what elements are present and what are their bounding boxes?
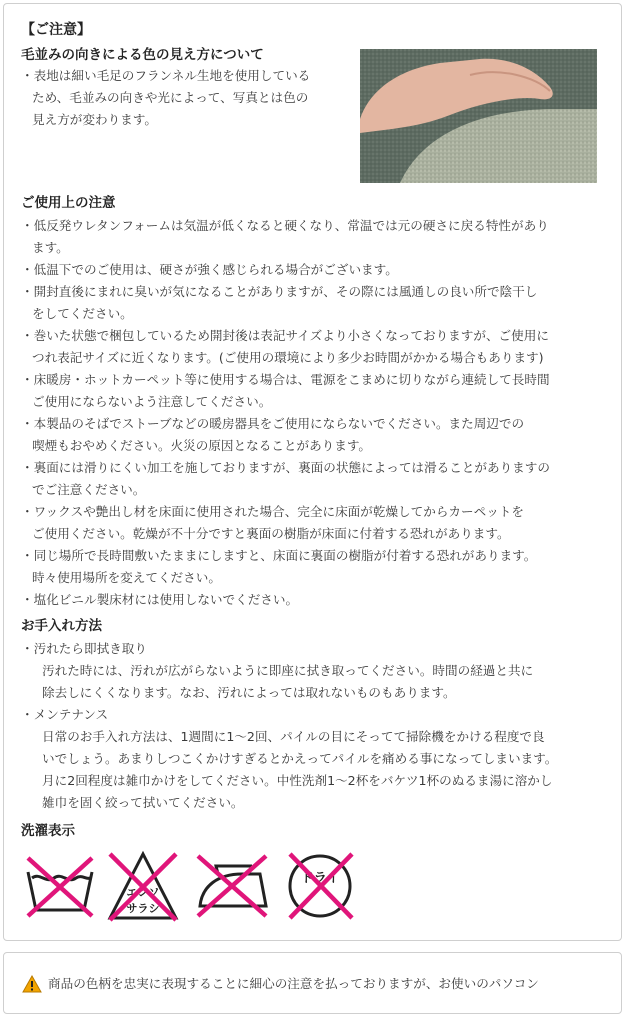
dry-label: ドライ [300, 871, 340, 886]
care-text-line: 月に2回程度は雑巾かけをしてください。中性洗剤1〜2杯をバケツ1杯のぬるま湯に溶かし [42, 773, 553, 788]
footer-notice-panel [3, 952, 622, 1014]
usage-text-line: ・巻いた状態で梱包しているため開封後は表記サイズより小さくなっておりますが、ご使用に [21, 328, 549, 343]
usage-text-line: ・低温下でのご使用は、硬さが強く感じられる場合がございます。 [21, 262, 398, 277]
caution-panel [3, 3, 622, 941]
care-text-line: 雑巾を固く絞って拭いてください。 [42, 795, 244, 810]
usage-text-line: ・ワックスや艶出し材を床面に使用された場合、完全に床面が乾燥してからカーペットを [21, 504, 524, 519]
usage-text-line: ご使用にならないよう注意してください。 [32, 394, 272, 409]
usage-text-line: 喫煙もおやめください。火災の原因となることがあります。 [32, 438, 372, 453]
usage-text-line: ご使用ください。乾燥が不十分ですと裏面の樹脂が床面に付着する恐れがあります。 [32, 526, 510, 541]
usage-heading: ご使用上の注意 [21, 195, 116, 211]
usage-text-line: ・本製品のそばでストーブなどの暖房器具をご使用にならないでください。また周辺での [21, 416, 525, 431]
usage-text-line: ・床暖房・ホットカーペット等に使用する場合は、電源をこまめに切りながら連続して長時間 [21, 372, 550, 387]
usage-text-line: 時々使用場所を変えてください。 [32, 570, 221, 585]
bleach-label-top: エンソ [126, 886, 160, 899]
usage-text-line: ・裏面には滑りにくい加工を施しておりますが、裏面の状態によっては滑ることがありますの [21, 460, 550, 475]
dry-clean-icon [282, 850, 358, 926]
warning-icon [22, 975, 42, 997]
care-text-line: ・汚れたら即拭き取り [21, 641, 147, 656]
usage-text-line: ・低反発ウレタンフォームは気温が低くなると硬くなり、常温では元の硬さに戻る特性があり [21, 218, 549, 233]
carpet-photo [360, 49, 597, 183]
footer-notice-text: 商品の色柄を忠実に表現することに細心の注意を払っておりますが、お使いのパソコン [48, 976, 539, 991]
iron-icon [192, 852, 272, 924]
laundry-heading: 洗濯表示 [21, 823, 75, 839]
care-text-line: ・メンテナンス [21, 707, 109, 722]
usage-text-line: ・同じ場所で長時間敷いたままにしますと、床面に裏面の樹脂が付着する恐れがあります。 [21, 548, 537, 563]
care-text-line: 除去しにくくなります。なお、汚れによっては取れないものもあります。 [42, 685, 456, 700]
usage-text-line: でご注意ください。 [32, 482, 146, 497]
care-text-line: 日常のお手入れ方法は、1週間に1〜2回、パイルの目にそってて掃除機をかける程度で良 [42, 729, 545, 744]
usage-text-line: ・開封直後にまれに臭いが気になることがありますが、その際には風通しの良い所で陰干し [21, 284, 538, 299]
fur-text-line: ・表地は細い毛足のフランネル生地を使用している [21, 68, 311, 83]
wash-tub-icon [22, 852, 98, 924]
fur-text-line: 見え方が変わります。 [32, 112, 157, 127]
usage-text-line: をしてください。 [32, 306, 133, 321]
usage-text-line: ます。 [32, 240, 69, 255]
caution-title: 【ご注意】 [21, 22, 91, 38]
fur-heading: 毛並みの向きによる色の見え方について [21, 47, 264, 63]
care-text-line: 汚れた時には、汚れが広がらないように即座に拭き取ってください。時間の経過と共に [42, 663, 534, 678]
care-text-line: いでしょう。あまりしつこくかけすぎるとかえってパイルを痛める事になってしまいます。 [42, 751, 558, 766]
fur-text-line: ため、毛並みの向きや光によって、写真とは色の [32, 90, 309, 105]
usage-text-line: ・塩化ビニル製床材には使用しないでください。 [21, 592, 299, 607]
usage-text-line: つれ表記サイズに近くなります。(ご使用の環境により多少お時間がかかる場合もあります) [32, 350, 544, 365]
bleach-label-bottom: サラシ [126, 902, 160, 915]
chlorine-bleach-icon [104, 850, 182, 926]
care-heading: お手入れ方法 [21, 618, 102, 634]
